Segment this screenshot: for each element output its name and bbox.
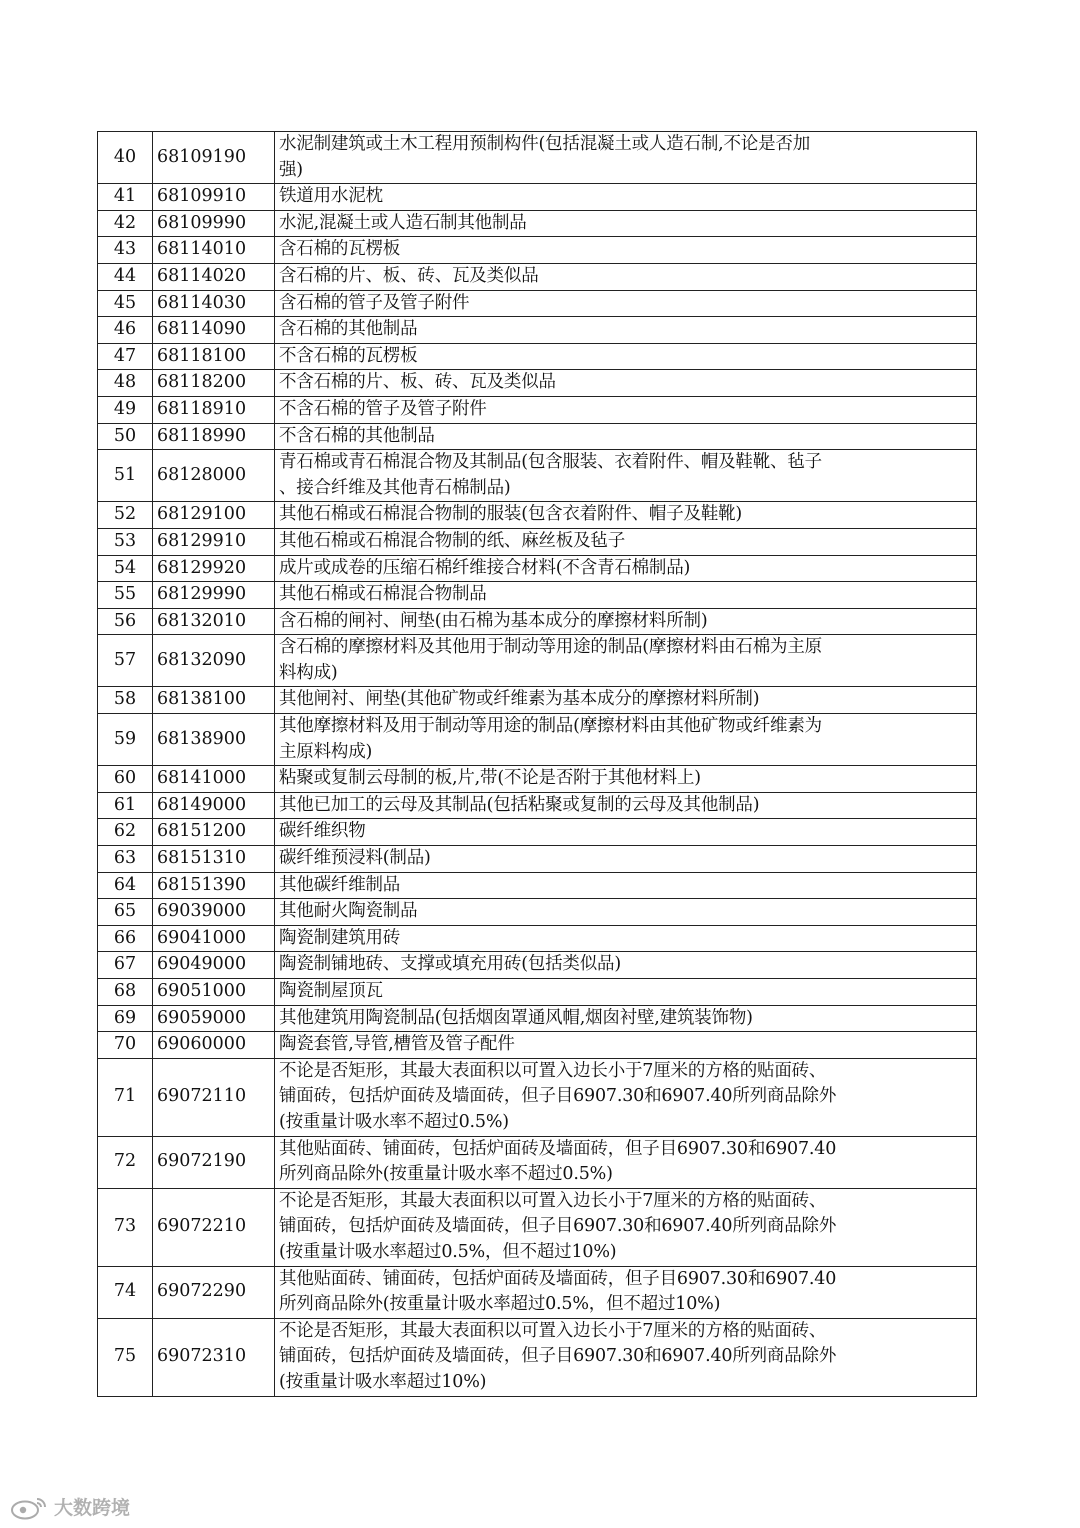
table-row xyxy=(98,582,977,609)
product-description xyxy=(275,343,977,370)
description-line: 铺面砖，包括炉面砖及墙面砖，但子目6907.30和6907.40所列商品除外 xyxy=(279,1086,837,1107)
description-line: 其他摩擦材料及用于制动等用途的制品(摩擦材料由其他矿物或纤维素为 xyxy=(279,716,822,737)
hs-code: 69059000 xyxy=(153,1005,275,1032)
product-description xyxy=(275,979,977,1006)
table-row xyxy=(98,635,977,687)
row-number: 60 xyxy=(98,766,153,793)
row-number: 66 xyxy=(98,925,153,952)
table-row xyxy=(98,1188,977,1266)
product-description xyxy=(275,792,977,819)
product-description xyxy=(275,687,977,714)
description-line: 含石棉的瓦楞板 xyxy=(279,239,401,260)
description-line: 其他石棉或石棉混合物制的服装(包含衣着附件、帽子及鞋靴) xyxy=(279,504,743,525)
description-line: 成片或成卷的压缩石棉纤维接合材料(不含青石棉制品) xyxy=(279,557,691,578)
row-number: 55 xyxy=(98,582,153,609)
description-line: 不论是否矩形，其最大表面积以可置入边长小于7厘米的方格的贴面砖、 xyxy=(279,1320,827,1341)
table-row xyxy=(98,687,977,714)
description-line: 、接合纤维及其他青石棉制品) xyxy=(279,477,511,498)
row-number: 68 xyxy=(98,979,153,1006)
table-row xyxy=(98,792,977,819)
table-row xyxy=(98,184,977,211)
row-number: 61 xyxy=(98,792,153,819)
product-description xyxy=(275,766,977,793)
description-line: 料构成) xyxy=(279,662,338,683)
hs-code: 68129920 xyxy=(153,555,275,582)
hs-code: 69072110 xyxy=(153,1058,275,1136)
product-description xyxy=(275,184,977,211)
hs-code: 68114090 xyxy=(153,317,275,344)
hs-code: 68132090 xyxy=(153,635,275,687)
table-row xyxy=(98,370,977,397)
table-row xyxy=(98,1058,977,1136)
description-line: 其他石棉或石棉混合物制品 xyxy=(279,584,487,605)
table-row xyxy=(98,608,977,635)
table-row xyxy=(98,872,977,899)
hs-code: 69072210 xyxy=(153,1188,275,1266)
product-description xyxy=(275,132,977,184)
product-description xyxy=(275,555,977,582)
product-description xyxy=(275,872,977,899)
description-line: 其他贴面砖、铺面砖，包括炉面砖及墙面砖，但子目6907.30和6907.40 xyxy=(279,1138,837,1159)
product-description xyxy=(275,635,977,687)
description-line: 含石棉的摩擦材料及其他用于制动等用途的制品(摩擦材料由石棉为主原 xyxy=(279,637,822,658)
product-description xyxy=(275,370,977,397)
row-number: 63 xyxy=(98,846,153,873)
table-row xyxy=(98,899,977,926)
description-line: 含石棉的其他制品 xyxy=(279,319,418,340)
description-line: 碳纤维织物 xyxy=(279,821,366,842)
description-line: 含石棉的管子及管子附件 xyxy=(279,292,470,313)
row-number: 53 xyxy=(98,528,153,555)
description-line: 不含石棉的其他制品 xyxy=(279,425,435,446)
product-description xyxy=(275,1266,977,1318)
table-row xyxy=(98,502,977,529)
table-row xyxy=(98,1005,977,1032)
table-row xyxy=(98,317,977,344)
row-number: 58 xyxy=(98,687,153,714)
description-line: 其他碳纤维制品 xyxy=(279,874,401,895)
table-row xyxy=(98,766,977,793)
description-line: 不含石棉的管子及管子附件 xyxy=(279,398,487,419)
row-number: 64 xyxy=(98,872,153,899)
table-row xyxy=(98,819,977,846)
hs-code: 68109910 xyxy=(153,184,275,211)
row-number: 67 xyxy=(98,952,153,979)
hs-code: 69072190 xyxy=(153,1136,275,1188)
product-description xyxy=(275,502,977,529)
table-row xyxy=(98,237,977,264)
product-description xyxy=(275,1318,977,1396)
hs-code: 68151390 xyxy=(153,872,275,899)
row-number: 44 xyxy=(98,263,153,290)
product-description xyxy=(275,1136,977,1188)
description-line: 所列商品除外(按重量计吸水率不超过0.5%) xyxy=(279,1164,613,1185)
hs-code: 68129990 xyxy=(153,582,275,609)
description-line: 强) xyxy=(279,159,303,180)
description-line: 不含石棉的片、板、砖、瓦及类似品 xyxy=(279,372,556,393)
table-row xyxy=(98,1318,977,1396)
table-row xyxy=(98,343,977,370)
table-row xyxy=(98,263,977,290)
watermark-text: 大数跨境 xyxy=(54,1497,131,1519)
hs-code: 69072310 xyxy=(153,1318,275,1396)
hs-code: 68128000 xyxy=(153,450,275,502)
row-number: 42 xyxy=(98,210,153,237)
description-line: 其他建筑用陶瓷制品(包括烟囱罩通风帽,烟囱衬壁,建筑装饰物) xyxy=(279,1007,753,1028)
row-number: 70 xyxy=(98,1032,153,1059)
description-line: 铺面砖，包括炉面砖及墙面砖，但子目6907.30和6907.40所列商品除外 xyxy=(279,1216,837,1237)
hs-code: 68114030 xyxy=(153,290,275,317)
product-description xyxy=(275,925,977,952)
description-line: (按重量计吸水率超过0.5%，但不超过10%) xyxy=(279,1241,617,1262)
row-number: 41 xyxy=(98,184,153,211)
description-line: 陶瓷制屋顶瓦 xyxy=(279,981,383,1001)
product-description xyxy=(275,899,977,926)
hs-code: 68118990 xyxy=(153,423,275,450)
product-description xyxy=(275,582,977,609)
product-description xyxy=(275,528,977,555)
table-row xyxy=(98,396,977,423)
hs-code: 69049000 xyxy=(153,952,275,979)
row-number: 49 xyxy=(98,396,153,423)
description-line: 青石棉或青石棉混合物及其制品(包含服装、衣着附件、帽及鞋靴、毡子 xyxy=(279,452,822,473)
description-line: 水泥,混凝土或人造石制其他制品 xyxy=(279,212,527,233)
hs-code: 68132010 xyxy=(153,608,275,635)
product-description xyxy=(275,1188,977,1266)
description-line: 所列商品除外(按重量计吸水率超过0.5%，但不超过10%) xyxy=(279,1294,721,1315)
table-row xyxy=(98,1266,977,1318)
product-description xyxy=(275,317,977,344)
product-description xyxy=(275,450,977,502)
description-line: 含石棉的片、板、砖、瓦及类似品 xyxy=(279,265,539,286)
row-number: 50 xyxy=(98,423,153,450)
description-line: 碳纤维预浸料(制品) xyxy=(279,848,431,869)
hs-code: 68129100 xyxy=(153,502,275,529)
row-number: 43 xyxy=(98,237,153,264)
hs-code: 69039000 xyxy=(153,899,275,926)
table-row xyxy=(98,1136,977,1188)
hs-code: 68118100 xyxy=(153,343,275,370)
hs-code: 68151310 xyxy=(153,846,275,873)
row-number: 48 xyxy=(98,370,153,397)
description-line: 不论是否矩形，其最大表面积以可置入边长小于7厘米的方格的贴面砖、 xyxy=(279,1060,827,1081)
row-number: 73 xyxy=(98,1188,153,1266)
row-number: 65 xyxy=(98,899,153,926)
description-line: 含石棉的闸衬、闸垫(由石棉为基本成分的摩擦材料所制) xyxy=(279,610,708,631)
description-line: 水泥制建筑或土木工程用预制构件(包括混凝土或人造石制,不论是否加 xyxy=(279,134,810,154)
description-line: 粘聚或复制云母制的板,片,带(不论是否附于其他材料上) xyxy=(279,768,701,789)
row-number: 47 xyxy=(98,343,153,370)
description-line: 其他石棉或石棉混合物制的纸、麻丝板及毡子 xyxy=(279,530,625,551)
hs-code: 68129910 xyxy=(153,528,275,555)
hs-code: 68114010 xyxy=(153,237,275,264)
product-description xyxy=(275,1005,977,1032)
product-description xyxy=(275,423,977,450)
table-row xyxy=(98,952,977,979)
hs-code: 68118200 xyxy=(153,370,275,397)
hs-code: 68149000 xyxy=(153,792,275,819)
hs-code: 68109190 xyxy=(153,132,275,184)
table-row xyxy=(98,132,977,184)
hs-code: 69072290 xyxy=(153,1266,275,1318)
description-line: 其他已加工的云母及其制品(包括粘聚或复制的云母及其他制品) xyxy=(279,794,760,815)
table-row xyxy=(98,925,977,952)
description-line: 主原料构成) xyxy=(279,741,373,762)
description-line: 铁道用水泥枕 xyxy=(279,186,383,207)
product-description xyxy=(275,237,977,264)
hs-code: 68141000 xyxy=(153,766,275,793)
row-number: 57 xyxy=(98,635,153,687)
product-description xyxy=(275,608,977,635)
table-row xyxy=(98,1032,977,1059)
description-line: 其他闸衬、闸垫(其他矿物或纤维素为基本成分的摩擦材料所制) xyxy=(279,689,760,710)
product-description xyxy=(275,714,977,766)
table-row xyxy=(98,528,977,555)
description-line: 陶瓷制铺地砖、支撑或填充用砖(包括类似品) xyxy=(279,954,621,975)
description-line: (按重量计吸水率超过10%) xyxy=(279,1371,487,1392)
description-line: 铺面砖，包括炉面砖及墙面砖，但子目6907.30和6907.40所列商品除外 xyxy=(279,1346,837,1367)
row-number: 46 xyxy=(98,317,153,344)
product-description xyxy=(275,263,977,290)
table-row xyxy=(98,290,977,317)
row-number: 72 xyxy=(98,1136,153,1188)
row-number: 54 xyxy=(98,555,153,582)
row-number: 62 xyxy=(98,819,153,846)
hs-code: 68151200 xyxy=(153,819,275,846)
hs-code: 69060000 xyxy=(153,1032,275,1059)
table-row xyxy=(98,714,977,766)
hs-code: 68138900 xyxy=(153,714,275,766)
row-number: 69 xyxy=(98,1005,153,1032)
description-line: 其他贴面砖、铺面砖，包括炉面砖及墙面砖，但子目6907.30和6907.40 xyxy=(279,1268,837,1289)
row-number: 75 xyxy=(98,1318,153,1396)
row-number: 74 xyxy=(98,1266,153,1318)
product-description xyxy=(275,1032,977,1059)
table-row xyxy=(98,450,977,502)
row-number: 56 xyxy=(98,608,153,635)
table-row xyxy=(98,210,977,237)
hs-code: 69041000 xyxy=(153,925,275,952)
table-row xyxy=(98,979,977,1006)
row-number: 45 xyxy=(98,290,153,317)
description-line: (按重量计吸水率不超过0.5%) xyxy=(279,1111,509,1132)
table-row xyxy=(98,555,977,582)
hs-code-table xyxy=(97,131,977,1397)
hs-code: 68118910 xyxy=(153,396,275,423)
hs-code: 68138100 xyxy=(153,687,275,714)
row-number: 59 xyxy=(98,714,153,766)
hs-code: 68114020 xyxy=(153,263,275,290)
product-description xyxy=(275,819,977,846)
watermark xyxy=(10,1493,130,1520)
product-description xyxy=(275,846,977,873)
product-description xyxy=(275,210,977,237)
product-description xyxy=(275,1058,977,1136)
weibo-logo-icon xyxy=(10,1494,50,1520)
table-row xyxy=(98,423,977,450)
description-line: 不论是否矩形，其最大表面积以可置入边长小于7厘米的方格的贴面砖、 xyxy=(279,1190,827,1211)
row-number: 40 xyxy=(98,132,153,184)
row-number: 71 xyxy=(98,1058,153,1136)
hs-code: 69051000 xyxy=(153,979,275,1006)
table-body xyxy=(98,132,977,1397)
description-line: 不含石棉的瓦楞板 xyxy=(279,345,418,366)
description-line: 其他耐火陶瓷制品 xyxy=(279,901,418,922)
hs-code: 68109990 xyxy=(153,210,275,237)
product-description xyxy=(275,952,977,979)
product-description xyxy=(275,290,977,317)
product-description xyxy=(275,396,977,423)
table-row xyxy=(98,846,977,873)
description-line: 陶瓷套管,导管,槽管及管子配件 xyxy=(279,1034,515,1055)
row-number: 51 xyxy=(98,450,153,502)
description-line: 陶瓷制建筑用砖 xyxy=(279,927,401,948)
row-number: 52 xyxy=(98,502,153,529)
